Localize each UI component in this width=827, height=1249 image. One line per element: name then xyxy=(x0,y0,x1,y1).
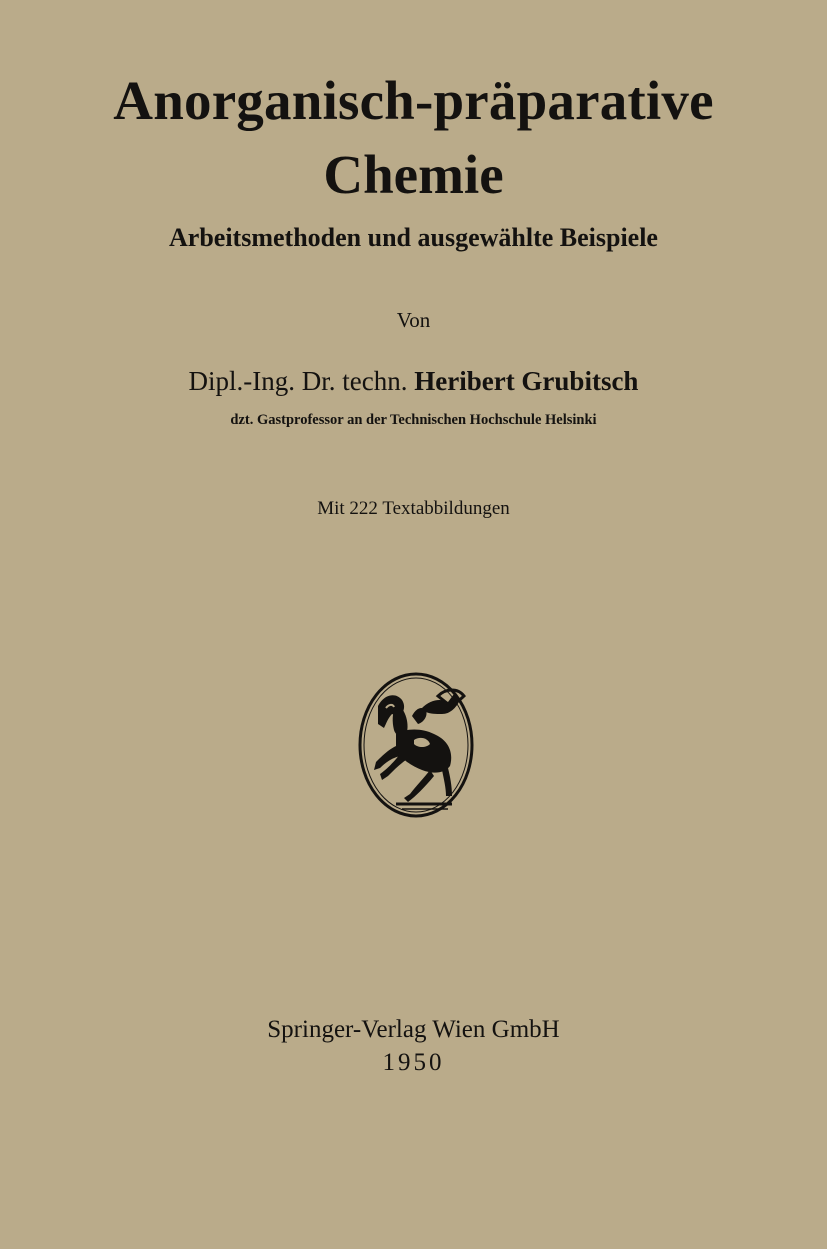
author-affiliation: dzt. Gastprofessor an der Technischen Hochschule Helsinki xyxy=(230,412,597,428)
author-name: Heribert Grubitsch xyxy=(414,366,639,396)
illustrations-note: Mit 222 Textabbildungen xyxy=(317,498,510,519)
author-line xyxy=(0,363,827,399)
title-line-1: Anorganisch-präparative xyxy=(113,70,714,131)
publisher: Springer-Verlag Wien GmbH xyxy=(267,1016,560,1043)
by-label: Von xyxy=(396,308,431,332)
springer-horse-rider-emblem-icon xyxy=(356,670,476,820)
title-line-2: Chemie xyxy=(323,144,504,205)
publication-year: 1950 xyxy=(382,1049,445,1076)
author-degrees: Dipl.-Ing. Dr. techn. xyxy=(188,366,408,396)
subtitle: Arbeitsmethoden und ausgewählte Beispiele xyxy=(169,223,658,252)
